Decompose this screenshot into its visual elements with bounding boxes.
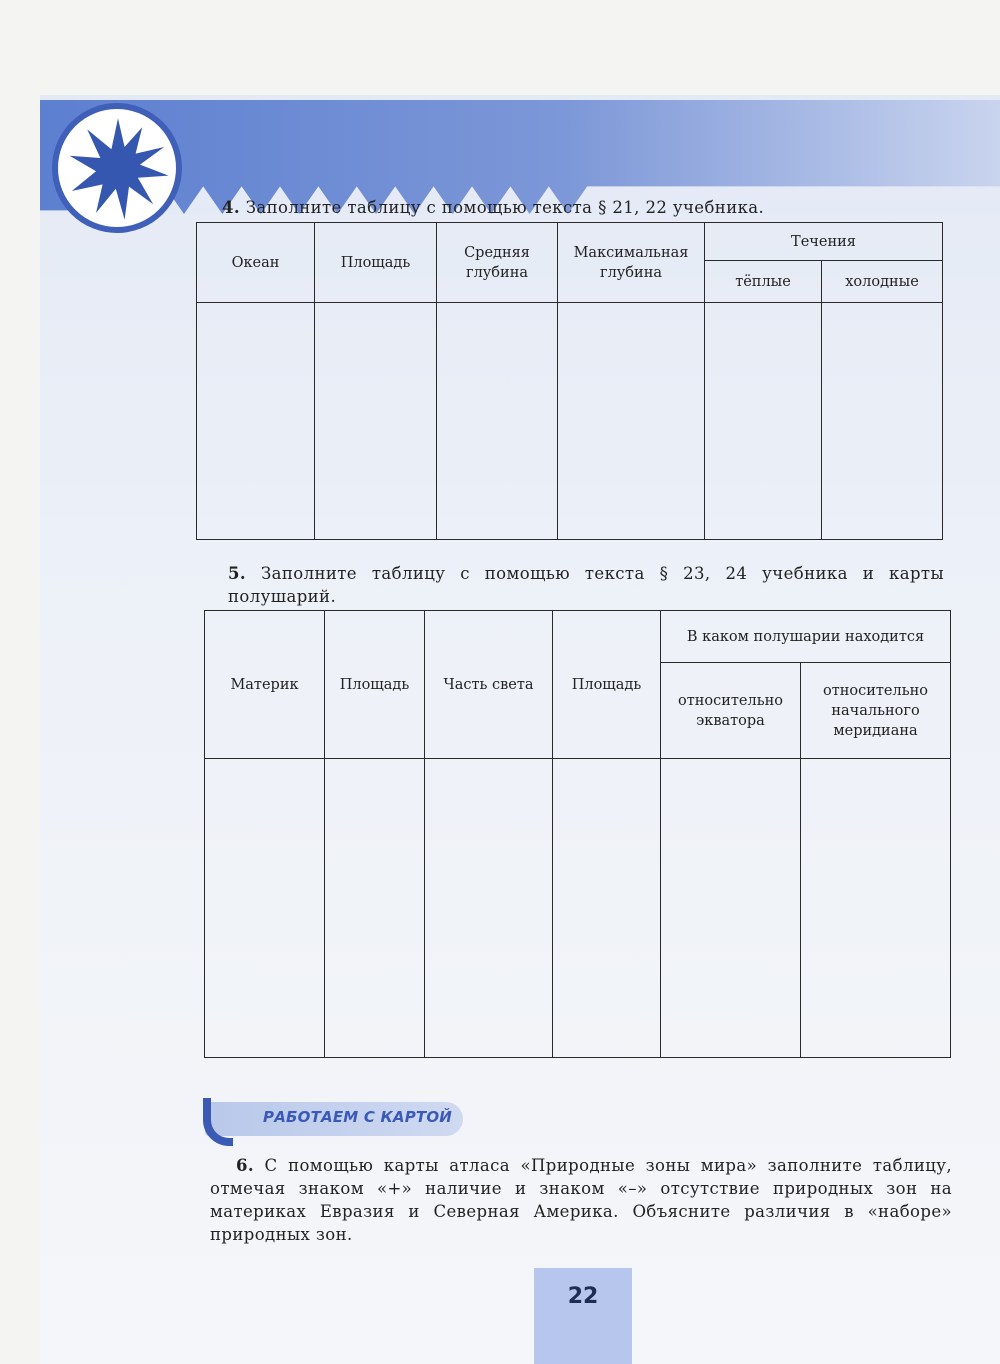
header-hemisphere: В каком полушарии находится (661, 611, 951, 663)
section-header (205, 1098, 467, 1146)
header-currents: Течения (705, 223, 943, 261)
header-cold: холодные (822, 261, 943, 303)
task5-prompt (228, 562, 944, 608)
task5-text: Заполните таблицу с помощью текста § 23, 24 учебника и карты полушарий. (228, 564, 944, 606)
task4-table (196, 222, 943, 540)
cell-cold[interactable] (822, 303, 943, 540)
page-number-box (534, 1268, 632, 1364)
cell-continent[interactable] (205, 759, 325, 1058)
cell-avg-depth[interactable] (437, 303, 558, 540)
task4-prompt (222, 196, 942, 219)
task6-text: С помощью карты атласа «Природные зоны мира» заполните таблицу, отмечая знаком «+» наличие и знаком «–» отсутствие природных зон на материках Евразия и Северная Америка. Объясните различия в «наборе» природных зон. (210, 1156, 952, 1244)
cell-rel-equator[interactable] (661, 759, 801, 1058)
task5-number: 5. (228, 564, 247, 583)
header-area: Площадь (315, 223, 437, 303)
task4-number: 4. (222, 198, 241, 217)
task5-table (204, 610, 951, 1058)
header-avg-depth: Средняя глубина (437, 223, 558, 303)
header-area-2: Площадь (553, 611, 661, 759)
cell-area-2[interactable] (553, 759, 661, 1058)
cell-ocean[interactable] (197, 303, 315, 540)
cell-part-of-world[interactable] (425, 759, 553, 1058)
task6-number: 6. (236, 1156, 255, 1175)
task4-text: Заполните таблицу с помощью текста § 21, 22 учебника. (245, 198, 765, 217)
cell-area[interactable] (315, 303, 437, 540)
header-continent: Материк (205, 611, 325, 759)
star-icon (63, 114, 173, 224)
header-warm: тёплые (705, 261, 822, 303)
cell-max-depth[interactable] (558, 303, 705, 540)
cell-warm[interactable] (705, 303, 822, 540)
header-rel-meridian: относительно начального меридиана (801, 663, 951, 759)
header-max-depth: Максимальная глубина (558, 223, 705, 303)
section-header-accent (203, 1098, 233, 1146)
header-part-of-world: Часть света (425, 611, 553, 759)
section-header-label: РАБОТАЕМ С КАРТОЙ (263, 1108, 453, 1126)
cell-area[interactable] (325, 759, 425, 1058)
header-rel-equator: относительно экватора (661, 663, 801, 759)
header-area: Площадь (325, 611, 425, 759)
header-ocean: Океан (197, 223, 315, 303)
task6-prompt (210, 1154, 952, 1246)
page-number: 22 (567, 1284, 599, 1309)
cell-rel-meridian[interactable] (801, 759, 951, 1058)
